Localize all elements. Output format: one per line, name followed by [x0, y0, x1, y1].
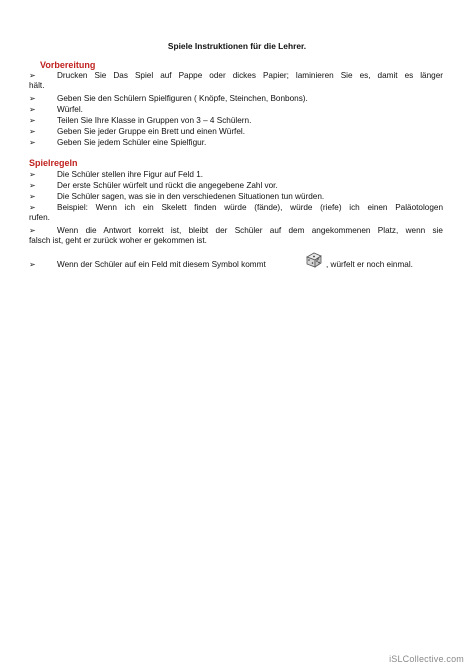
list-item: Teilen Sie Ihre Klasse in Gruppen von 3 – 4 Schülern. — [57, 116, 252, 125]
list-item: Drucken Sie Das Spiel auf Pappe oder dickes Papier; laminieren Sie es, damit es länger — [57, 71, 443, 80]
list-item: Wenn der Schüler auf ein Feld mit diesem Symbol kommt — [57, 260, 266, 269]
watermark: iSLCollective.com — [389, 654, 464, 664]
list-item: Geben Sie den Schülern Spielfiguren ( Knöpfe, Steinchen, Bonbons). — [57, 94, 308, 103]
page-title: Spiele Instruktionen für die Lehrer. — [167, 41, 307, 51]
list-item-continuation: hält. — [29, 81, 45, 90]
list-item: Die Schüler sagen, was sie in den verschiedenen Situationen tun würden. — [57, 192, 325, 201]
list-item-continuation: rufen. — [29, 213, 50, 222]
arrowhead-bullet-icon: ➢ — [29, 226, 36, 235]
arrowhead-bullet-icon: ➢ — [29, 71, 36, 80]
arrowhead-bullet-icon: ➢ — [29, 127, 36, 136]
arrowhead-bullet-icon: ➢ — [29, 94, 36, 103]
list-item: Geben Sie jedem Schüler eine Spielfigur. — [57, 138, 207, 147]
list-item: Die Schüler stellen ihre Figur auf Feld 1. — [57, 170, 204, 179]
list-item-continuation: falsch ist, geht er zurück woher er gekommen ist. — [29, 236, 207, 245]
list-item: Der erste Schüler würfelt und rückt die angegebene Zahl vor. — [57, 181, 278, 190]
section-heading-vorbereitung: Vorbereitung — [40, 60, 96, 70]
arrowhead-bullet-icon: ➢ — [29, 116, 36, 125]
arrowhead-bullet-icon: ➢ — [29, 203, 36, 212]
arrowhead-bullet-icon: ➢ — [29, 192, 36, 201]
arrowhead-bullet-icon: ➢ — [29, 105, 36, 114]
section-heading-spielregeln: Spielregeln — [29, 158, 78, 168]
arrowhead-bullet-icon: ➢ — [29, 181, 36, 190]
arrowhead-bullet-icon: ➢ — [29, 170, 36, 179]
dice-icon — [304, 251, 324, 269]
list-item: Wenn die Antwort korrekt ist, bleibt der Schüler auf dem angekommenen Platz, wenn sie — [57, 226, 443, 235]
list-item-suffix: , würfelt er noch einmal. — [326, 260, 413, 269]
list-item: Geben Sie jeder Gruppe ein Brett und einen Würfel. — [57, 127, 245, 136]
arrowhead-bullet-icon: ➢ — [29, 260, 36, 269]
list-item: Beispiel: Wenn ich ein Skelett finden würde (fände), würde (riefe) ich einen Paläotologen — [57, 203, 443, 212]
list-item: Würfel. — [57, 105, 83, 114]
arrowhead-bullet-icon: ➢ — [29, 138, 36, 147]
